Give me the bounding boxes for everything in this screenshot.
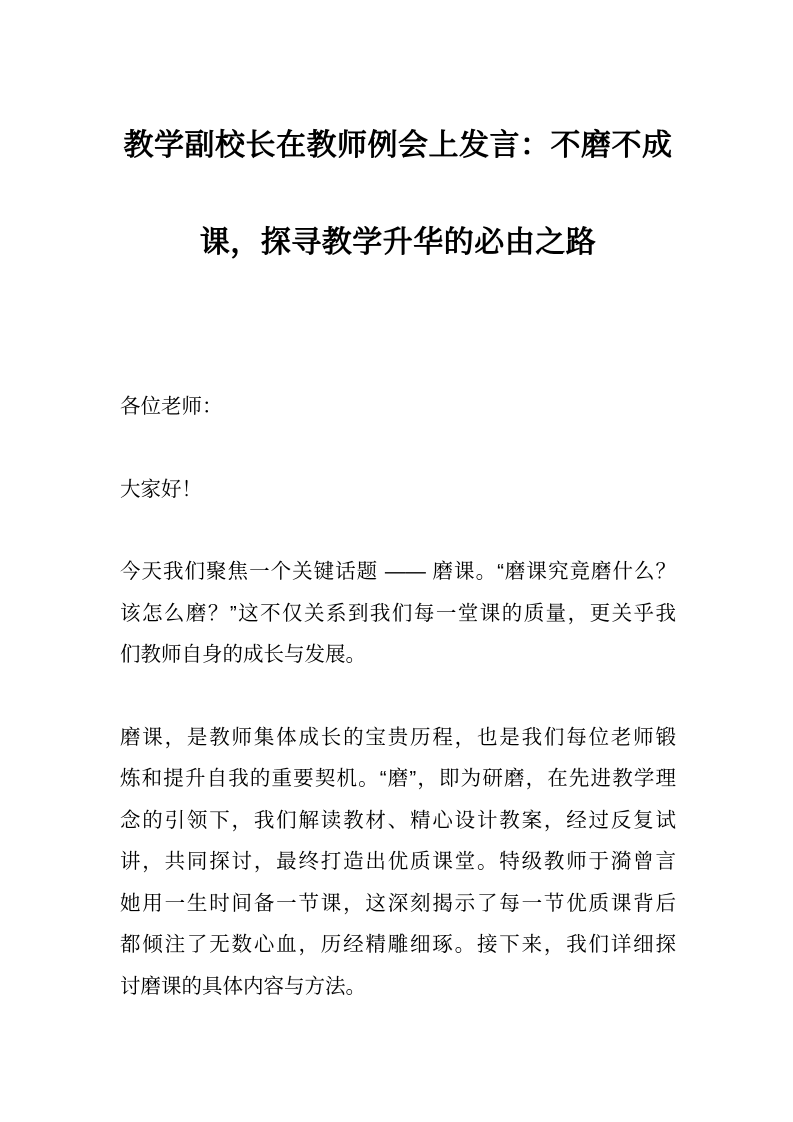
text-line: 念的引领下，我们解读教材、精心设计教案，经过反复试 bbox=[120, 808, 676, 832]
text-line: 们教师自身的成长与发展。 bbox=[120, 643, 366, 666]
text-line: 大家好！ bbox=[120, 477, 202, 501]
paragraph bbox=[120, 386, 676, 428]
text-line: 各位老师： bbox=[120, 395, 223, 418]
document-body bbox=[120, 386, 676, 1007]
document-title-line-2: 课，探寻教学升华的必由之路 bbox=[199, 226, 597, 259]
text-line: 都倾注了无数心血，历经精雕细琢。接下来，我们详细探 bbox=[120, 933, 676, 956]
document-title bbox=[120, 97, 676, 291]
text-line: 炼和提升自我的重要契机。“磨”，即为研磨，在先进教学理 bbox=[120, 767, 676, 790]
text-line: 今天我们聚焦一个关键话题 —— 磨课。“磨课究竟磨什么？ bbox=[120, 560, 676, 583]
text-line: 该怎么磨？”这不仅关系到我们每一堂课的质量，更关乎我 bbox=[120, 601, 676, 625]
text-line: 她用一生时间备一节课，这深刻揭示了每一节优质课背后 bbox=[120, 891, 676, 915]
paragraph bbox=[120, 469, 676, 511]
paragraph bbox=[120, 717, 676, 1008]
text-line: 讲，共同探讨，最终打造出优质课堂。特级教师于漪曾言 bbox=[120, 850, 676, 873]
text-line: 讨磨课的具体内容与方法。 bbox=[120, 974, 366, 998]
text-line: 磨课，是教师集体成长的宝贵历程，也是我们每位老师锻 bbox=[120, 725, 676, 749]
document-title-line-1: 教学副校长在教师例会上发言：不磨不成 bbox=[123, 129, 673, 162]
paragraph bbox=[120, 551, 676, 676]
